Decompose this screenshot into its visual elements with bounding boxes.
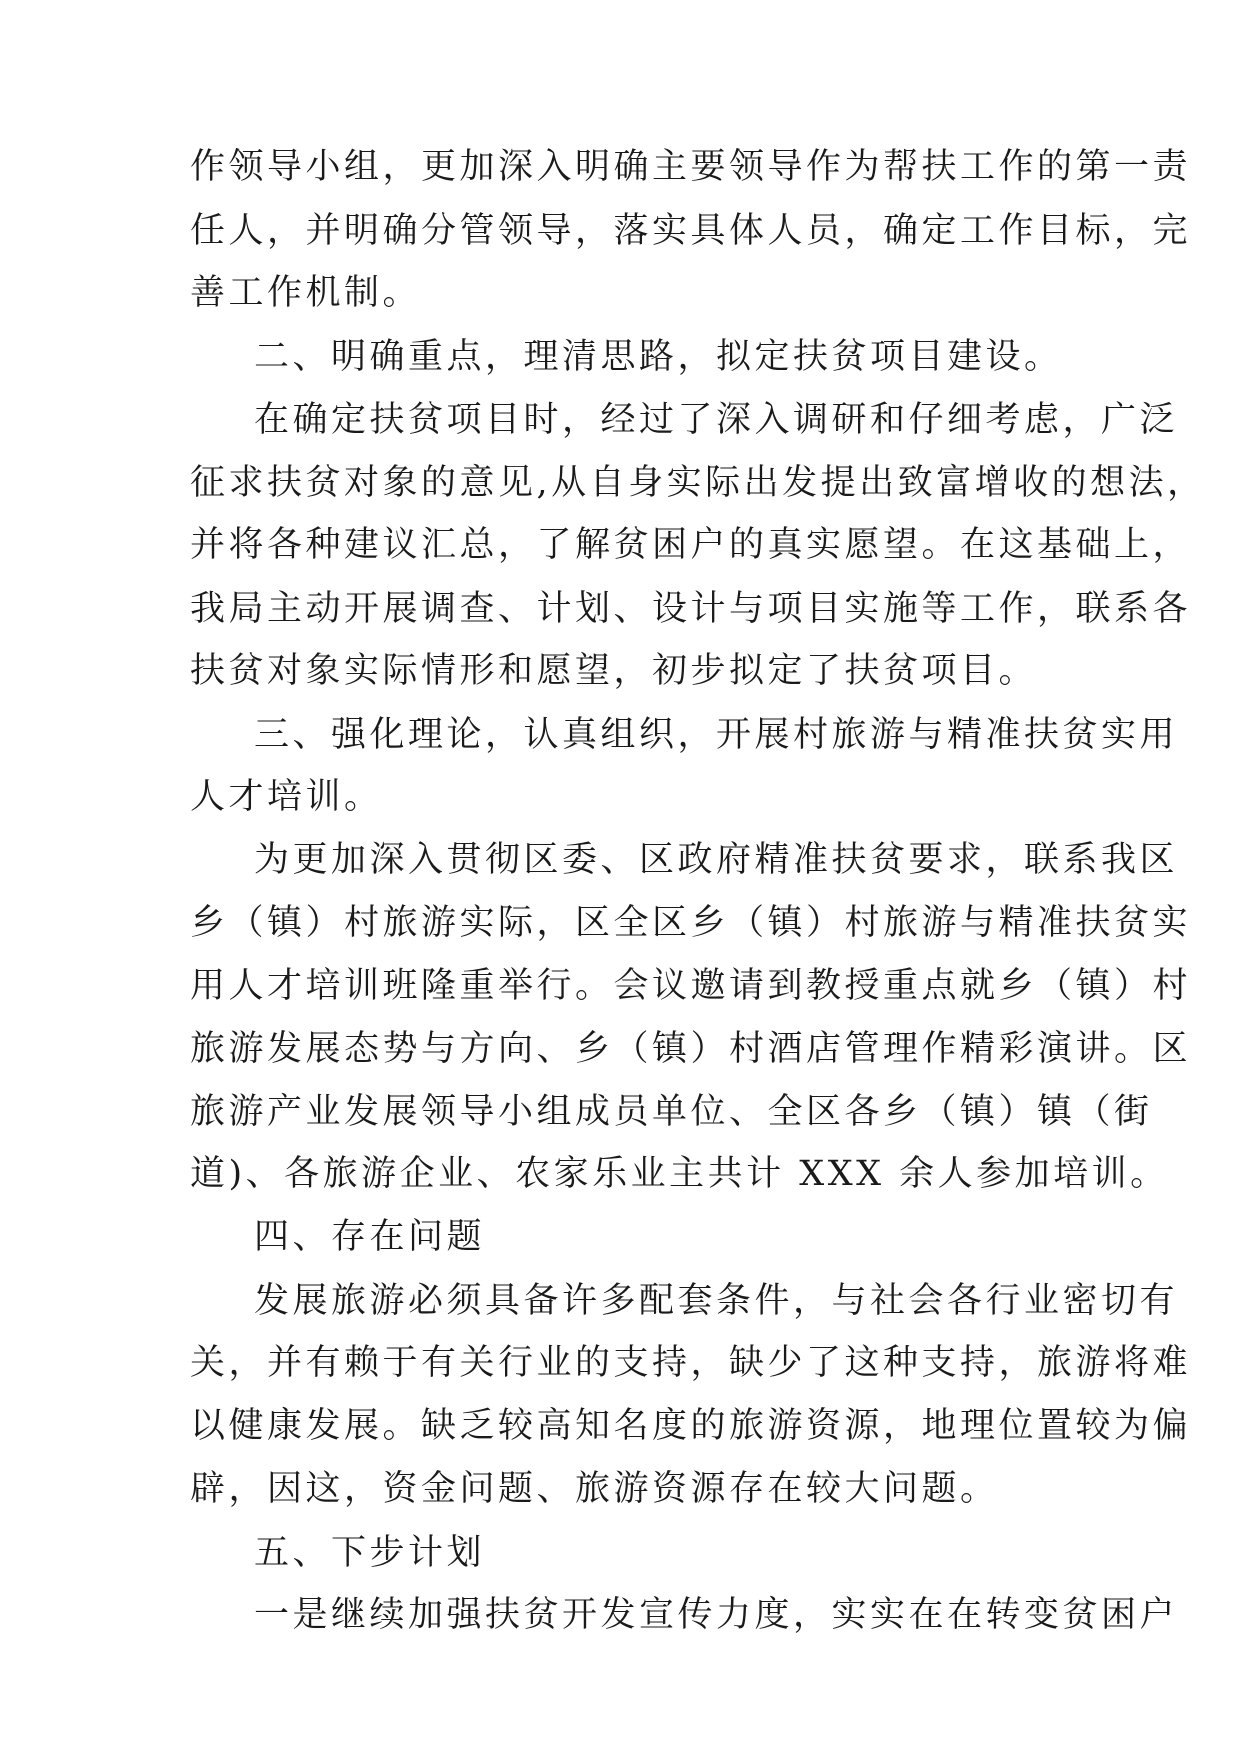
- body-text-line: 扶贫对象实际情形和愿望，初步拟定了扶贫项目。: [190, 651, 1038, 691]
- body-text-line: 一是继续加强扶贫开发宣传力度，实实在在转变贫困户: [254, 1595, 1179, 1635]
- section-heading-2: 二、明确重点，理清思路，拟定扶贫项目建设。: [254, 337, 1063, 377]
- body-text-line: 作领导小组，更加深入明确主要领导作为帮扶工作的第一责: [190, 147, 1192, 187]
- body-text-line: 发展旅游必须具备许多配套条件，与社会各行业密切有: [254, 1281, 1179, 1321]
- body-text-line: 善工作机制。: [190, 273, 422, 313]
- body-text-line: 以健康发展。缺乏较高知名度的旅游资源，地理位置较为偏: [190, 1406, 1192, 1446]
- body-text-line: 旅游发展态势与方向、乡（镇）村酒店管理作精彩演讲。区: [190, 1029, 1192, 1069]
- section-heading-3-cont: 人才培训。: [190, 777, 383, 817]
- body-text-line: 并将各种建议汇总，了解贫困户的真实愿望。在这基础上，: [190, 525, 1192, 565]
- body-text-line: 我局主动开展调查、计划、设计与项目实施等工作，联系各: [190, 589, 1192, 629]
- body-text-line: 为更加深入贯彻区委、区政府精准扶贫要求，联系我区: [254, 840, 1179, 880]
- body-text-line: 用人才培训班隆重举行。会议邀请到教授重点就乡（镇）村: [190, 966, 1192, 1006]
- section-heading-3: 三、强化理论，认真组织，开展村旅游与精准扶贫实用: [254, 715, 1179, 755]
- body-text-line: 征求扶贫对象的意见,从自身实际出发提出致富增收的想法，: [190, 463, 1206, 503]
- body-text-line: 任人，并明确分管领导，落实具体人员，确定工作目标，完: [190, 211, 1192, 251]
- body-text-line: 在确定扶贫项目时，经过了深入调研和仔细考虑，广泛: [254, 400, 1179, 440]
- body-text-line: 关，并有赖于有关行业的支持，缺少了这种支持，旅游将难: [190, 1343, 1192, 1383]
- section-heading-4: 四、存在问题: [254, 1217, 486, 1257]
- section-heading-5: 五、下步计划: [254, 1533, 486, 1573]
- body-text-line: 旅游产业发展领导小组成员单位、全区各乡（镇）镇（街: [190, 1092, 1153, 1132]
- body-text-line: 乡（镇）村旅游实际，区全区乡（镇）村旅游与精准扶贫实: [190, 903, 1192, 943]
- body-text-line: 道)、各旅游企业、农家乐业主共计 XXX 余人参加培训。: [190, 1154, 1169, 1194]
- body-text-line: 辟，因这，资金问题、旅游资源存在较大问题。: [190, 1469, 999, 1509]
